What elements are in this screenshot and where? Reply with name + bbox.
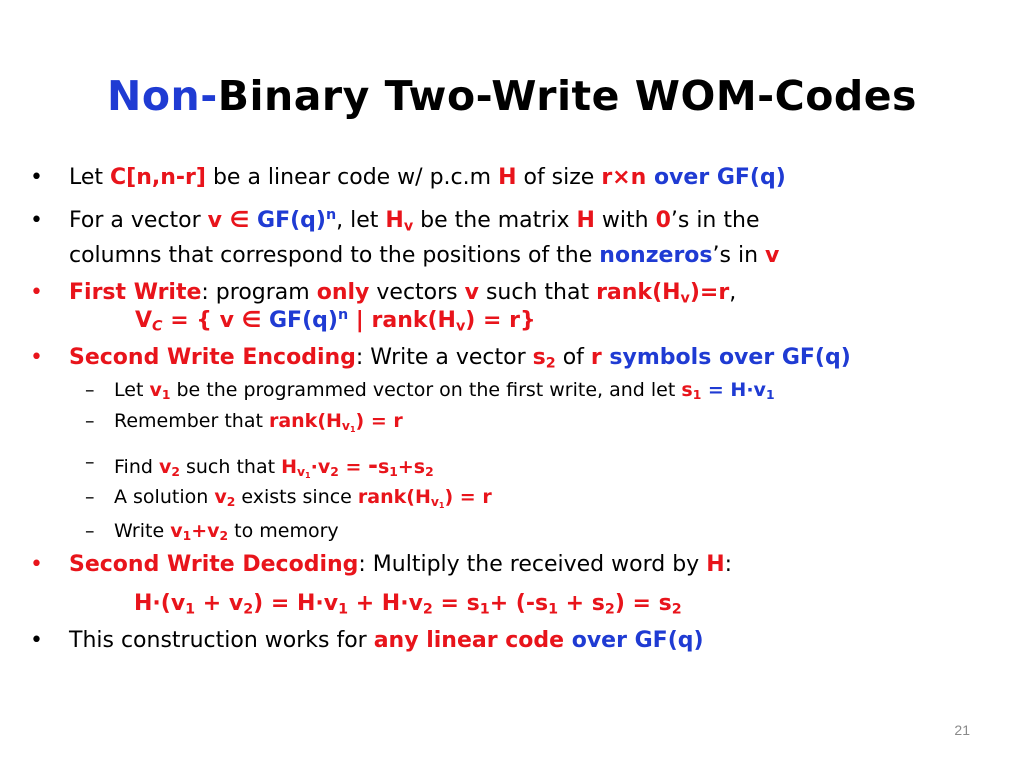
sub-4-marker: – <box>85 486 95 508</box>
title-prefix: Non- <box>107 72 218 120</box>
sub-2-marker: – <box>85 410 95 432</box>
sub-3-marker: – <box>85 451 95 473</box>
bullet-1-text: Let C[n,n-r] be a linear code w/ p.c.m H of size r×n over GF(q) <box>69 165 786 190</box>
page-number: 21 <box>954 722 970 738</box>
bullet-2-text-line2: columns that correspond to the positions of the nonzeros’s in v <box>69 243 780 268</box>
bullet-5-marker: • <box>30 552 43 577</box>
decoding-formula: $H\cdot(v_1 + v_2) = H\cdot v_1 + H\cdot v_2 = s_1+ (-s_1 + s_2) = s_2$ <box>134 591 682 618</box>
bullet-5-text: Second Write Decoding: Multiply the received word by H: <box>69 552 733 577</box>
bullet-3-marker: • <box>30 280 43 305</box>
title-main: Binary Two-Write WOM-Codes <box>217 72 917 120</box>
sub-5-marker: – <box>85 520 95 542</box>
bullet-1-marker: • <box>30 165 43 190</box>
sub-bullet-4: A solution $v_2$ exists since $rank(H_{v_1}) = r$ <box>114 486 492 511</box>
bullet-4-marker: • <box>30 345 43 370</box>
sub-bullet-5: Write $v_1+v_2$ to memory <box>114 520 339 544</box>
sub-bullet-3: Find $v_2$ such that $H_{v_1}\cdot v_2 = -s_1+s_2$ <box>114 451 434 481</box>
sub-bullet-2: Remember that $rank(H_{v_1}) = r$ <box>114 410 403 435</box>
slide-title <box>0 72 1024 120</box>
bullet-6-marker: • <box>30 628 43 653</box>
sub-bullet-1: Let $v_1$ be the programmed vector on the first write, and let $s_1 = H\cdot v_1$ <box>114 379 775 403</box>
bullet-3-text: First Write: program only vectors v such that $rank(H_v)=r$, <box>69 280 737 307</box>
sub-1-marker: – <box>85 379 95 401</box>
bullet-2-text-line1: For a vector v ∈ $GF(q)^n$, let $H_v$ be the matrix H with 0’s in the <box>69 207 760 235</box>
bullet-6-text: This construction works for any linear code over GF(q) <box>69 628 704 653</box>
bullet-2-marker: • <box>30 208 43 233</box>
bullet-4-text: Second Write Encoding: Write a vector $s_2$ of r symbols over GF(q) <box>69 345 851 372</box>
bullet-3-formula: $V_C$ = { v ∈ $GF(q)^n$ | $rank(H_v) = r$} <box>135 307 536 335</box>
